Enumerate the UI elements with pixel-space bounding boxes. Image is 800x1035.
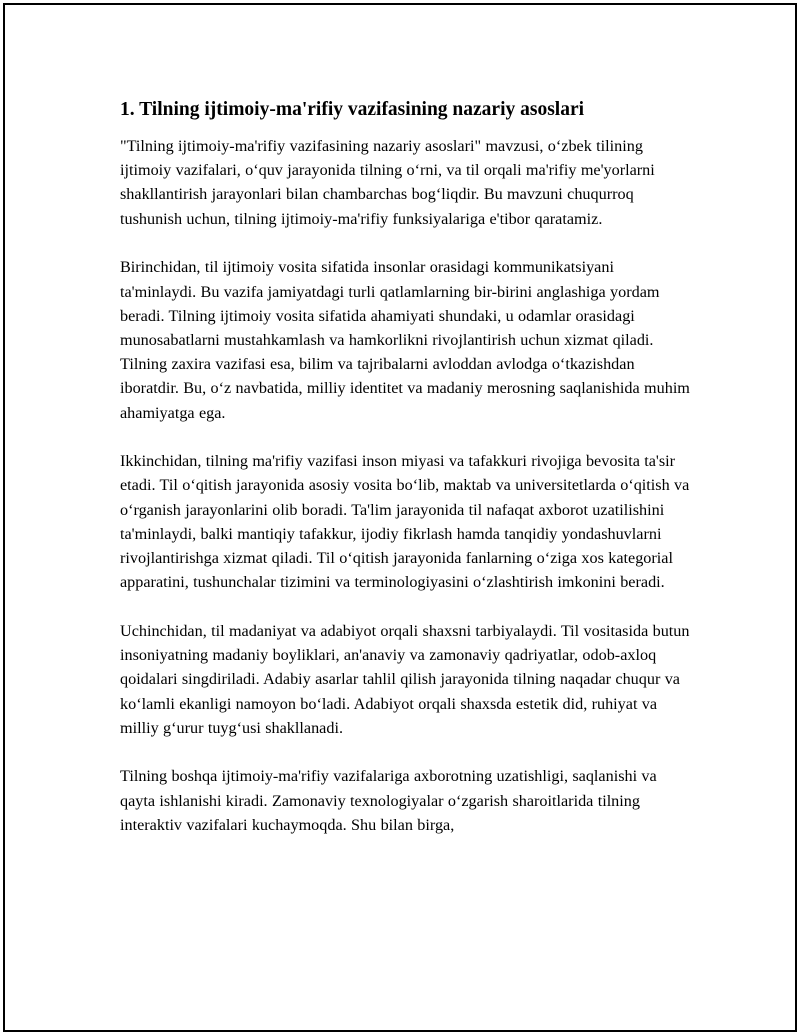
section-heading: 1. Tilning ijtimoiy-ma'rifiy vazifasining nazariy asoslari [120, 99, 585, 120]
page-frame [3, 3, 797, 1032]
paragraph-intro: "Tilning ijtimoiy-ma'rifiy vazifasining nazariy asoslari" mavzusi, o‘zbek tilining ijtimoiy vazifalari, o‘quv jarayonida tilning o‘rni, va til orqali ma'rifiy me'yorlarni shakllantirish jarayonlari bilan chambarchas bog‘liqdir. Bu mavzuni chuqurroq tushunish uchun, tilning ijtimoiy-ma'rifiy funksiyalariga e'tibor qaratamiz. [120, 137, 655, 228]
paragraph-fourth: Tilning boshqa ijtimoiy-ma'rifiy vazifalariga axborotning uzatishligi, saqlanishi va qayta ishlanishi kiradi. Zamonaviy texnologiyalar o‘zgarish sharoitlarida tilning interaktiv vazifalari kuchaymoqda. Shu bilan birga, [120, 767, 657, 834]
paragraph-second: Ikkinchidan, tilning ma'rifiy vazifasi inson miyasi va tafakkuri rivojiga bevosita ta'sir etadi. Til o‘qitish jarayonida asosiy vosita bo‘lib, maktab va universitetlarda o‘qitish va o‘rganish jarayonlarini olib boradi. Ta'lim jarayonida til nafaqat axborot uzatilishini ta'minlaydi, balki mantiqiy tafakkur, ijodiy fikrlash hamda tanqidiy yondashuvlarni rivojlantirishga xizmat qiladi. Til o‘qitish jarayonida fanlarning o‘ziga xos kategorial apparatini, tushunchalar tizimini va terminologiyasini o‘zlashtirish imkonini beradi. [120, 452, 690, 592]
paragraph-first: Birinchidan, til ijtimoiy vosita sifatida insonlar orasidagi kommunikatsiyani ta'minlaydi. Bu vazifa jamiyatdagi turli qatlamlarning bir-birini anglashiga yordam beradi. Tilning ijtimoiy vosita sifatida ahamiyati shundaki, u odamlar orasidagi munosabatlarni mustahkamlash va hamkorlikni rivojlantirish uchun xizmat qiladi. Tilning zaxira vazifasi esa, bilim va tajribalarni avloddan avlodga o‘tkazishdan iboratdir. Bu, o‘z navbatida, milliy identitet va madaniy merosning saqlanishida muhim ahamiyatga ega. [120, 258, 690, 422]
document-body [120, 95, 690, 862]
paragraph-third: Uchinchidan, til madaniyat va adabiyot orqali shaxsni tarbiyalaydi. Til vositasida butun insoniyatning madaniy boyliklari, an'anaviy va zamonaviy qadriyatlar, odob-axloq qoidalari singdiriladi. Adabiy asarlar tahlil qilish jarayonida tilning naqadar chuqur va ko‘lamli ekanligi namoyon bo‘ladi. Adabiyot orqali shaxsda estetik did, ruhiyat va milliy g‘urur tuyg‘usi shakllanadi. [120, 621, 690, 737]
